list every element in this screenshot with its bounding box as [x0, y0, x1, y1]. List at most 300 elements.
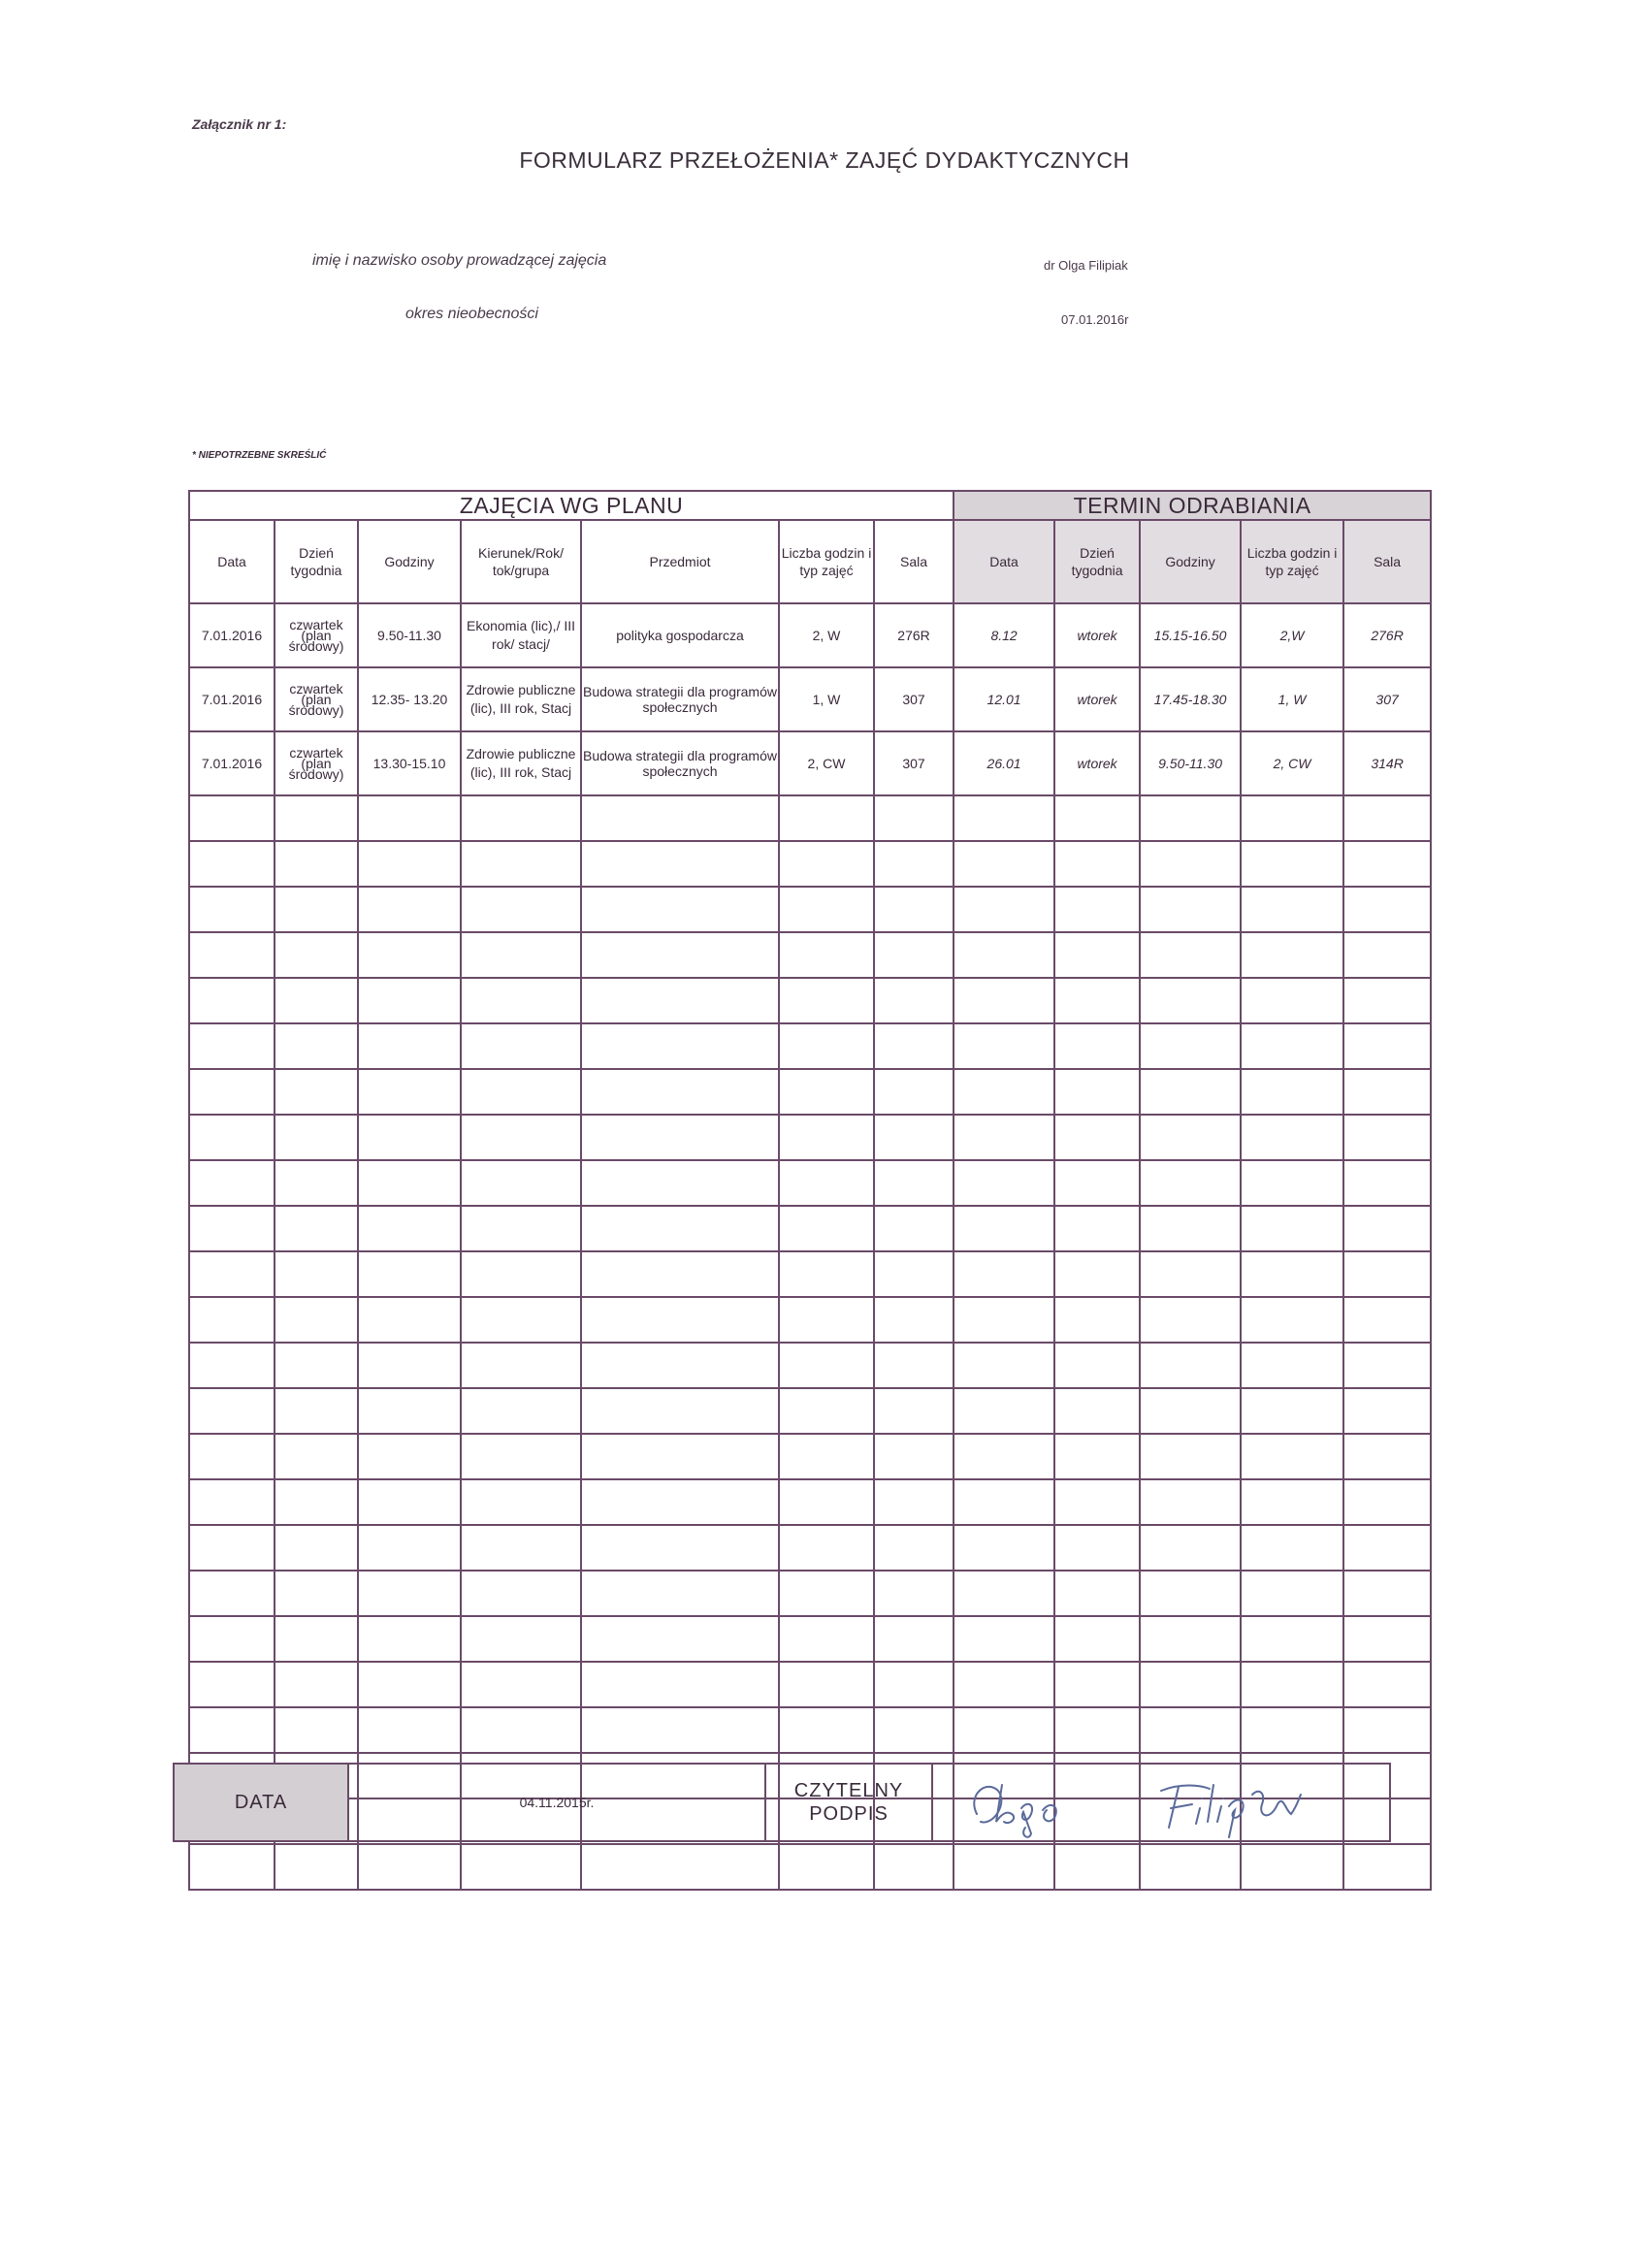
empty-cell: [954, 1023, 1054, 1069]
empty-cell: [358, 1525, 461, 1571]
empty-cell: [874, 1115, 954, 1160]
empty-cell: [1140, 1616, 1241, 1662]
empty-cell: [275, 978, 358, 1023]
empty-cell: [275, 1160, 358, 1206]
empty-cell: [954, 1069, 1054, 1115]
empty-cell: [358, 887, 461, 932]
empty-cell: [1054, 1388, 1140, 1434]
col-header-godziny: Godziny: [358, 520, 461, 603]
empty-cell: [189, 887, 275, 932]
empty-cell: [581, 1115, 779, 1160]
empty-cell: [1241, 841, 1343, 887]
empty-cell: [189, 1297, 275, 1343]
empty-cell: [461, 1115, 581, 1160]
empty-cell: [954, 1707, 1054, 1753]
cell-liczba: 1, W: [779, 667, 874, 731]
empty-cell: [1241, 1434, 1343, 1479]
empty-cell: [954, 1571, 1054, 1616]
empty-cell: [874, 795, 954, 841]
section-planned: ZAJĘCIA WG PLANU: [189, 491, 954, 520]
empty-cell: [358, 1251, 461, 1297]
empty-cell: [779, 1343, 874, 1388]
empty-cell: [358, 1206, 461, 1251]
empty-cell: [954, 1479, 1054, 1525]
cell-godziny: 12.35- 13.20: [358, 667, 461, 731]
empty-cell: [1241, 1844, 1343, 1890]
empty-cell: [874, 1388, 954, 1434]
cell-r-liczba: 2,W: [1241, 603, 1343, 667]
empty-cell: [1241, 1525, 1343, 1571]
empty-cell: [874, 1069, 954, 1115]
empty-row: [189, 1844, 1431, 1890]
empty-cell: [1343, 1434, 1431, 1479]
empty-cell: [874, 841, 954, 887]
schedule-table: [188, 490, 1432, 1891]
empty-row: [189, 1571, 1431, 1616]
cell-r-godziny: 15.15-16.50: [1140, 603, 1241, 667]
empty-cell: [1140, 932, 1241, 978]
empty-cell: [874, 1160, 954, 1206]
empty-cell: [779, 1844, 874, 1890]
empty-cell: [874, 1023, 954, 1069]
col-header-dzien: Dzień tygodnia: [275, 520, 358, 603]
absence-label: okres nieobecności: [405, 306, 538, 322]
empty-cell: [275, 1707, 358, 1753]
empty-cell: [189, 1525, 275, 1571]
empty-cell: [954, 1844, 1054, 1890]
empty-cell: [358, 932, 461, 978]
empty-row: [189, 1434, 1431, 1479]
empty-cell: [358, 1297, 461, 1343]
empty-cell: [1140, 841, 1241, 887]
empty-cell: [1140, 887, 1241, 932]
cell-przedmiot: Budowa strategii dla programów społecznych: [581, 667, 779, 731]
empty-cell: [954, 1343, 1054, 1388]
cell-godziny: 9.50-11.30: [358, 603, 461, 667]
empty-cell: [461, 978, 581, 1023]
empty-cell: [358, 978, 461, 1023]
cell-liczba: 2, CW: [779, 731, 874, 795]
empty-cell: [1241, 1160, 1343, 1206]
empty-cell: [581, 1251, 779, 1297]
empty-cell: [954, 1115, 1054, 1160]
cell-sala: 307: [874, 667, 954, 731]
empty-cell: [461, 1023, 581, 1069]
empty-cell: [1241, 795, 1343, 841]
empty-cell: [581, 978, 779, 1023]
empty-cell: [874, 1571, 954, 1616]
cell-data: 7.01.2016: [189, 603, 275, 667]
table-row: [189, 603, 1431, 667]
empty-cell: [1140, 1434, 1241, 1479]
empty-cell: [1140, 1479, 1241, 1525]
empty-cell: [1054, 1662, 1140, 1707]
cell-godziny: 13.30-15.10: [358, 731, 461, 795]
empty-cell: [1241, 1343, 1343, 1388]
empty-cell: [779, 978, 874, 1023]
empty-cell: [1343, 1251, 1431, 1297]
empty-cell: [581, 1662, 779, 1707]
empty-cell: [461, 887, 581, 932]
empty-cell: [779, 1115, 874, 1160]
attachment-label: Załącznik nr 1:: [192, 116, 287, 132]
empty-cell: [954, 1662, 1054, 1707]
cell-r-data: 26.01: [954, 731, 1054, 795]
cell-data: 7.01.2016: [189, 667, 275, 731]
empty-cell: [358, 1662, 461, 1707]
empty-cell: [779, 1023, 874, 1069]
empty-cell: [1140, 1160, 1241, 1206]
cell-kierunek: Zdrowie publiczne (lic), III rok, Stacj: [461, 667, 581, 731]
empty-cell: [1343, 1069, 1431, 1115]
empty-cell: [954, 1616, 1054, 1662]
cell-r-dzien: wtorek: [1054, 603, 1140, 667]
empty-cell: [874, 1616, 954, 1662]
empty-cell: [1140, 1707, 1241, 1753]
empty-cell: [275, 841, 358, 887]
empty-cell: [779, 887, 874, 932]
empty-cell: [461, 1160, 581, 1206]
footnote: * NIEPOTRZEBNE SKREŚLIĆ: [192, 450, 327, 461]
empty-cell: [275, 1571, 358, 1616]
empty-cell: [1241, 1571, 1343, 1616]
summary-signature-label: CZYTELNY PODPIS: [766, 1765, 933, 1840]
cell-r-sala: 276R: [1343, 603, 1431, 667]
empty-cell: [1054, 1707, 1140, 1753]
empty-cell: [1140, 1297, 1241, 1343]
empty-cell: [1241, 1479, 1343, 1525]
empty-row: [189, 1388, 1431, 1434]
empty-cell: [275, 1388, 358, 1434]
empty-cell: [874, 1844, 954, 1890]
empty-cell: [779, 1662, 874, 1707]
empty-cell: [358, 1479, 461, 1525]
empty-cell: [874, 1662, 954, 1707]
empty-cell: [1140, 1206, 1241, 1251]
cell-dzien: czwartek (plan środowy): [275, 731, 358, 795]
summary-row: [173, 1763, 1391, 1842]
empty-cell: [358, 1343, 461, 1388]
empty-rows: [189, 795, 1431, 1890]
empty-cell: [581, 887, 779, 932]
empty-cell: [461, 1616, 581, 1662]
empty-cell: [189, 1616, 275, 1662]
empty-cell: [581, 1069, 779, 1115]
empty-cell: [275, 1206, 358, 1251]
empty-cell: [874, 1343, 954, 1388]
empty-cell: [1343, 1160, 1431, 1206]
empty-cell: [581, 1160, 779, 1206]
empty-cell: [461, 1069, 581, 1115]
empty-cell: [1343, 1343, 1431, 1388]
empty-cell: [1241, 1707, 1343, 1753]
cell-r-data: 12.01: [954, 667, 1054, 731]
empty-cell: [275, 887, 358, 932]
empty-cell: [1241, 1115, 1343, 1160]
absence-value: 07.01.2016r: [1061, 312, 1129, 327]
empty-cell: [581, 1297, 779, 1343]
empty-cell: [189, 1479, 275, 1525]
empty-row: [189, 1707, 1431, 1753]
empty-cell: [358, 1115, 461, 1160]
empty-cell: [1140, 1343, 1241, 1388]
empty-cell: [779, 1525, 874, 1571]
cell-liczba: 2, W: [779, 603, 874, 667]
cell-r-godziny: 9.50-11.30: [1140, 731, 1241, 795]
empty-cell: [874, 1525, 954, 1571]
empty-cell: [461, 841, 581, 887]
empty-row: [189, 1206, 1431, 1251]
empty-cell: [1241, 1297, 1343, 1343]
empty-cell: [581, 1388, 779, 1434]
cell-r-sala: 307: [1343, 667, 1431, 731]
cell-r-data: 8.12: [954, 603, 1054, 667]
empty-cell: [581, 1023, 779, 1069]
empty-cell: [1054, 1160, 1140, 1206]
empty-cell: [1054, 978, 1140, 1023]
empty-cell: [874, 978, 954, 1023]
empty-row: [189, 1160, 1431, 1206]
empty-cell: [954, 841, 1054, 887]
empty-cell: [189, 841, 275, 887]
empty-cell: [954, 1251, 1054, 1297]
empty-cell: [189, 1160, 275, 1206]
summary-date: 04.11.2015r.: [349, 1765, 766, 1840]
empty-cell: [275, 1434, 358, 1479]
empty-row: [189, 795, 1431, 841]
empty-cell: [189, 795, 275, 841]
name-label: imię i nazwisko osoby prowadzącej zajęcia: [312, 252, 607, 269]
empty-cell: [461, 1297, 581, 1343]
empty-cell: [358, 1434, 461, 1479]
empty-cell: [1054, 1434, 1140, 1479]
empty-cell: [189, 1571, 275, 1616]
empty-cell: [461, 795, 581, 841]
empty-cell: [874, 1297, 954, 1343]
empty-row: [189, 1069, 1431, 1115]
empty-cell: [275, 1251, 358, 1297]
empty-cell: [189, 1388, 275, 1434]
empty-cell: [358, 1571, 461, 1616]
empty-cell: [461, 1662, 581, 1707]
cell-dzien: czwartek (plan środowy): [275, 603, 358, 667]
empty-cell: [461, 1707, 581, 1753]
empty-cell: [1140, 1069, 1241, 1115]
empty-cell: [1343, 887, 1431, 932]
empty-cell: [954, 1434, 1054, 1479]
cell-r-sala: 314R: [1343, 731, 1431, 795]
empty-cell: [1054, 1069, 1140, 1115]
empty-cell: [581, 1479, 779, 1525]
empty-row: [189, 1251, 1431, 1297]
empty-cell: [1140, 1023, 1241, 1069]
empty-cell: [1241, 1251, 1343, 1297]
empty-cell: [954, 1206, 1054, 1251]
empty-cell: [358, 1707, 461, 1753]
empty-cell: [874, 1707, 954, 1753]
empty-cell: [1241, 1206, 1343, 1251]
col-header-r-liczba: Liczba godzin i typ zajęć: [1241, 520, 1343, 603]
empty-row: [189, 1525, 1431, 1571]
empty-cell: [954, 887, 1054, 932]
empty-cell: [189, 1023, 275, 1069]
cell-sala: 276R: [874, 603, 954, 667]
empty-cell: [461, 932, 581, 978]
empty-cell: [1140, 1844, 1241, 1890]
empty-cell: [779, 1206, 874, 1251]
handwritten-signature: [938, 1766, 1384, 1839]
col-header-r-data: Data: [954, 520, 1054, 603]
empty-cell: [1241, 1388, 1343, 1434]
empty-cell: [581, 1525, 779, 1571]
empty-cell: [189, 1434, 275, 1479]
empty-cell: [1140, 1662, 1241, 1707]
empty-cell: [275, 1343, 358, 1388]
empty-cell: [1054, 1616, 1140, 1662]
empty-cell: [1241, 932, 1343, 978]
empty-cell: [461, 1525, 581, 1571]
form-title: FORMULARZ PRZEŁOŻENIA* ZAJĘĆ DYDAKTYCZNYCH: [519, 147, 1130, 173]
empty-cell: [1054, 795, 1140, 841]
col-header-r-godziny: Godziny: [1140, 520, 1241, 603]
empty-cell: [874, 932, 954, 978]
empty-cell: [1140, 1251, 1241, 1297]
empty-cell: [189, 1707, 275, 1753]
empty-cell: [275, 1662, 358, 1707]
empty-cell: [1054, 1206, 1140, 1251]
empty-cell: [358, 795, 461, 841]
section-makeup: TERMIN ODRABIANIA: [954, 491, 1431, 520]
empty-cell: [189, 1115, 275, 1160]
empty-cell: [779, 841, 874, 887]
empty-row: [189, 1479, 1431, 1525]
empty-row: [189, 1115, 1431, 1160]
empty-cell: [581, 1616, 779, 1662]
empty-cell: [1343, 795, 1431, 841]
empty-row: [189, 1297, 1431, 1343]
empty-cell: [779, 1707, 874, 1753]
empty-row: [189, 1023, 1431, 1069]
col-header-r-sala: Sala: [1343, 520, 1431, 603]
empty-row: [189, 932, 1431, 978]
empty-cell: [1140, 1115, 1241, 1160]
signature-area: [933, 1765, 1389, 1840]
empty-cell: [275, 1844, 358, 1890]
empty-cell: [779, 1297, 874, 1343]
empty-cell: [954, 1525, 1054, 1571]
empty-cell: [581, 1707, 779, 1753]
empty-cell: [1140, 978, 1241, 1023]
cell-r-dzien: wtorek: [1054, 731, 1140, 795]
empty-cell: [358, 1023, 461, 1069]
empty-cell: [1054, 1525, 1140, 1571]
empty-cell: [1343, 1023, 1431, 1069]
empty-cell: [779, 1251, 874, 1297]
empty-cell: [275, 795, 358, 841]
empty-cell: [358, 841, 461, 887]
col-header-przedmiot: Przedmiot: [581, 520, 779, 603]
empty-cell: [779, 1069, 874, 1115]
empty-cell: [1343, 1479, 1431, 1525]
empty-cell: [275, 1115, 358, 1160]
cell-r-godziny: 17.45-18.30: [1140, 667, 1241, 731]
empty-cell: [874, 1206, 954, 1251]
empty-cell: [954, 1160, 1054, 1206]
empty-cell: [358, 1069, 461, 1115]
empty-cell: [189, 1069, 275, 1115]
empty-cell: [874, 1251, 954, 1297]
name-value: dr Olga Filipiak: [1044, 258, 1128, 273]
col-header-data: Data: [189, 520, 275, 603]
empty-cell: [581, 1844, 779, 1890]
empty-row: [189, 841, 1431, 887]
cell-r-liczba: 2, CW: [1241, 731, 1343, 795]
empty-cell: [1343, 1571, 1431, 1616]
empty-cell: [954, 1388, 1054, 1434]
empty-cell: [461, 1206, 581, 1251]
empty-cell: [275, 1297, 358, 1343]
cell-sala: 307: [874, 731, 954, 795]
empty-cell: [779, 1616, 874, 1662]
empty-cell: [1343, 1206, 1431, 1251]
empty-cell: [1241, 1023, 1343, 1069]
col-header-r-dzien: Dzień tygodnia: [1054, 520, 1140, 603]
empty-row: [189, 1616, 1431, 1662]
empty-cell: [1343, 1707, 1431, 1753]
empty-cell: [1343, 841, 1431, 887]
cell-kierunek: Ekonomia (lic),/ III rok/ stacj/: [461, 603, 581, 667]
empty-cell: [1140, 795, 1241, 841]
empty-cell: [189, 1662, 275, 1707]
empty-cell: [1054, 1343, 1140, 1388]
empty-cell: [275, 1525, 358, 1571]
empty-row: [189, 1343, 1431, 1388]
empty-cell: [874, 1479, 954, 1525]
empty-cell: [189, 1251, 275, 1297]
empty-cell: [275, 1479, 358, 1525]
empty-cell: [1054, 1115, 1140, 1160]
empty-cell: [581, 1571, 779, 1616]
empty-cell: [358, 1844, 461, 1890]
empty-cell: [581, 932, 779, 978]
empty-cell: [1054, 841, 1140, 887]
empty-cell: [1140, 1525, 1241, 1571]
empty-cell: [275, 1616, 358, 1662]
empty-cell: [1241, 1616, 1343, 1662]
empty-cell: [1241, 978, 1343, 1023]
cell-przedmiot: Budowa strategii dla programów społecznych: [581, 731, 779, 795]
empty-cell: [1343, 1844, 1431, 1890]
empty-cell: [189, 1206, 275, 1251]
empty-cell: [779, 795, 874, 841]
empty-cell: [461, 1343, 581, 1388]
empty-cell: [954, 932, 1054, 978]
empty-cell: [1343, 1388, 1431, 1434]
empty-cell: [189, 932, 275, 978]
empty-cell: [189, 978, 275, 1023]
empty-cell: [461, 1388, 581, 1434]
empty-cell: [1343, 1525, 1431, 1571]
empty-cell: [1054, 1251, 1140, 1297]
empty-cell: [1140, 1571, 1241, 1616]
empty-cell: [1054, 932, 1140, 978]
empty-cell: [1241, 1069, 1343, 1115]
cell-data: 7.01.2016: [189, 731, 275, 795]
empty-cell: [954, 795, 1054, 841]
empty-cell: [1054, 1571, 1140, 1616]
col-header-sala: Sala: [874, 520, 954, 603]
cell-kierunek: Zdrowie publiczne (lic), III rok, Stacj: [461, 731, 581, 795]
